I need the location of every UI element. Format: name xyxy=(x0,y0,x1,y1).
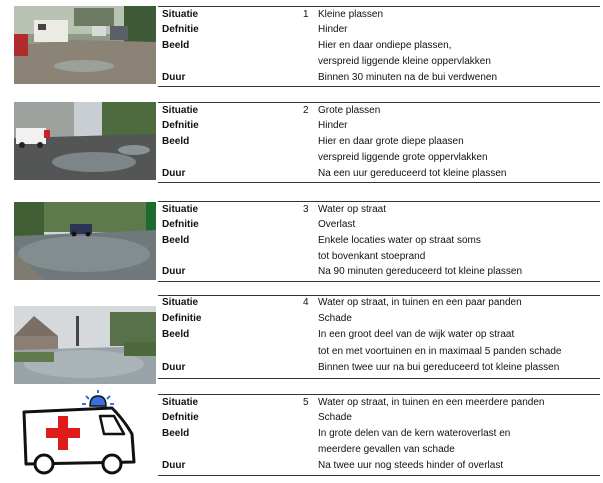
label-beeld: Beeld xyxy=(162,235,190,246)
duur-value: Na twee uur nog steeds hinder of overlast xyxy=(318,460,504,471)
duur-value: Binnen twee uur na bui gereduceerd tot kleine plassen xyxy=(318,362,560,373)
duur-value: Na een uur gereduceerd tot kleine plassen xyxy=(318,168,507,179)
duur-value: Binnen 30 minuten na de bui verdwenen xyxy=(318,72,498,83)
row-situatie xyxy=(0,295,603,311)
block-bottom-rule xyxy=(158,281,600,282)
row-definitie xyxy=(0,22,603,38)
beeld-value-line-2: tot en met voortuinen en in maximaal 5 panden schade xyxy=(318,346,562,357)
situation-number: 2 xyxy=(303,105,309,116)
row-duur xyxy=(0,166,603,182)
row-situatie xyxy=(0,103,603,119)
situatie-value: Water op straat xyxy=(318,204,386,215)
label-situatie: Situatie xyxy=(162,397,199,408)
definitie-value: Schade xyxy=(318,313,352,324)
row-definitie xyxy=(0,410,603,426)
label-definitie: Defnitie xyxy=(162,24,199,35)
duur-value: Na 90 minuten gereduceerd tot kleine plassen xyxy=(318,266,523,277)
row-beeld xyxy=(0,426,603,442)
row-duur xyxy=(0,264,603,280)
situatie-value: Grote plassen xyxy=(318,105,381,116)
situation-number: 5 xyxy=(303,397,309,408)
label-beeld: Beeld xyxy=(162,136,190,147)
row-definitie xyxy=(0,217,603,233)
label-duur: Duur xyxy=(162,72,186,83)
row-duur xyxy=(0,458,603,474)
situatie-value: Kleine plassen xyxy=(318,9,384,20)
beeld-value-line-1: In grote delen van de kern wateroverlast en xyxy=(318,428,511,439)
situation-number: 1 xyxy=(303,9,309,20)
row-duur xyxy=(0,70,603,86)
label-beeld: Beeld xyxy=(162,428,190,439)
beeld-value-line-2: tot bovenkant stoeprand xyxy=(318,251,426,262)
beeld-value-line-2: verspreid liggende kleine oppervlakken xyxy=(318,56,491,67)
beeld-value-line-1: Enkele locaties water op straat soms xyxy=(318,235,481,246)
beeld-value-line-1: In een groot deel van de wijk water op straat xyxy=(318,329,515,340)
label-situatie: Situatie xyxy=(162,204,199,215)
definitie-value: Overlast xyxy=(318,219,356,230)
row-duur xyxy=(0,360,603,376)
situation-number: 4 xyxy=(303,297,309,308)
row-beeld xyxy=(0,38,603,54)
label-duur: Duur xyxy=(162,266,186,277)
row-situatie xyxy=(0,7,603,23)
row-situatie xyxy=(0,395,603,411)
row-beeld-cont xyxy=(0,249,603,265)
label-beeld: Beeld xyxy=(162,40,190,51)
label-definitie: Defnitie xyxy=(162,412,199,423)
situatie-value: Water op straat, in tuinen en een meerdere panden xyxy=(318,397,545,408)
block-bottom-rule xyxy=(158,475,600,476)
situatie-value: Water op straat, in tuinen en een paar panden xyxy=(318,297,522,308)
label-definitie: Defnitie xyxy=(162,219,199,230)
label-duur: Duur xyxy=(162,460,186,471)
label-duur: Duur xyxy=(162,362,186,373)
beeld-value-line-1: Hier en daar grote diepe plaasen xyxy=(318,136,464,147)
block-bottom-rule xyxy=(158,86,600,87)
definitie-value: Hinder xyxy=(318,24,348,35)
block-bottom-rule xyxy=(158,378,600,379)
situation-number: 3 xyxy=(303,204,309,215)
label-situatie: Situatie xyxy=(162,9,199,20)
row-beeld xyxy=(0,134,603,150)
row-beeld-cont xyxy=(0,150,603,166)
label-situatie: Situatie xyxy=(162,297,199,308)
row-beeld-cont xyxy=(0,344,603,360)
row-beeld-cont xyxy=(0,442,603,458)
definitie-value: Schade xyxy=(318,412,352,423)
row-beeld xyxy=(0,327,603,343)
definitie-value: Hinder xyxy=(318,120,348,131)
row-definitie xyxy=(0,118,603,134)
label-duur: Duur xyxy=(162,168,186,179)
row-beeld xyxy=(0,233,603,249)
beeld-value-line-2: verspreid liggende grote oppervlakken xyxy=(318,152,488,163)
label-beeld: Beeld xyxy=(162,329,190,340)
block-bottom-rule xyxy=(158,182,600,183)
row-definitie xyxy=(0,311,603,327)
label-situatie: Situatie xyxy=(162,105,199,116)
row-beeld-cont xyxy=(0,54,603,70)
label-definitie: Definitie xyxy=(162,313,202,324)
beeld-value-line-1: Hier en daar ondiepe plassen, xyxy=(318,40,452,51)
beeld-value-line-2: meerdere gevallen van schade xyxy=(318,444,455,455)
label-definitie: Defnitie xyxy=(162,120,199,131)
row-situatie xyxy=(0,202,603,218)
